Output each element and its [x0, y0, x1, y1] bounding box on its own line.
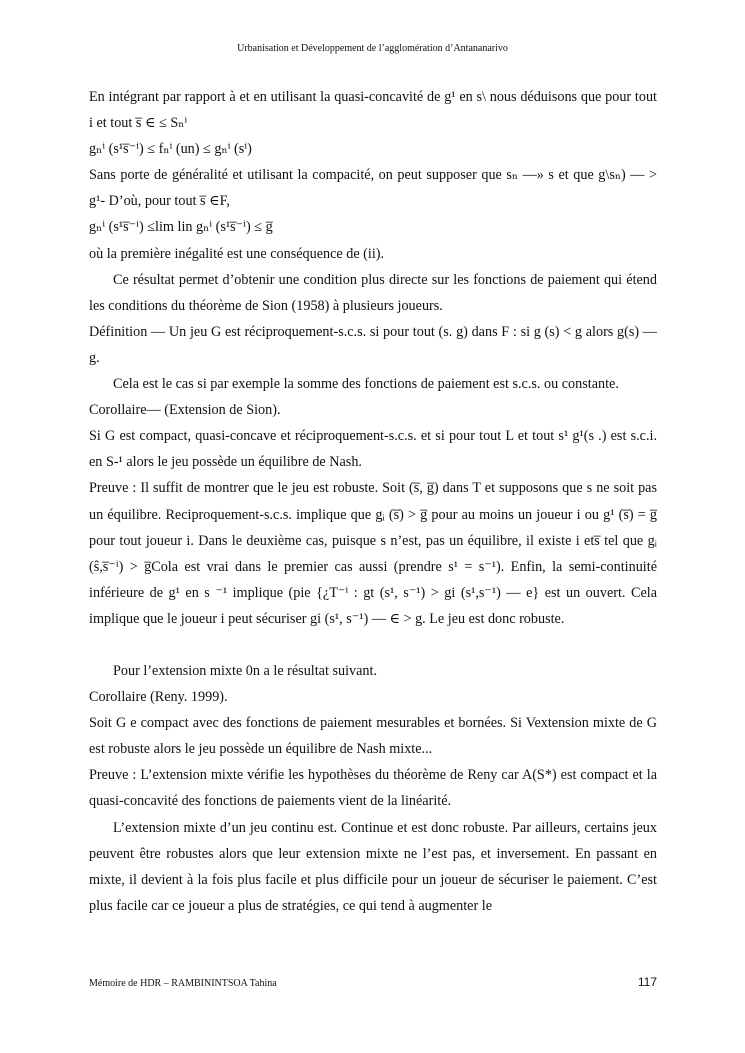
formula-line: gₙⁱ (s¹s̅⁻ⁱ) ≤ fₙⁱ (un) ≤ gₙⁱ (sⁱ) [89, 141, 252, 158]
paragraph: Soit G e compact avec des fonctions de paiement mesurables et bornées. Si Vextension mixte de G est robuste alors le jeu possède un équilibre de Nash mixte... [89, 715, 657, 758]
paragraph: Si G est compact, quasi-concave et réciproquement-s.c.s. et si pour tout L et tout s¹ g¹(s .) est s.c.i. en S-¹ alors le jeu possède un équilibre de Nash. [89, 428, 657, 471]
paragraph: Sans porte de généralité et utilisant la compacité, on peut supposer que sₙ —» s et que g\sₙ) — > g¹- D’où, pour tout s̅ ∈F, [89, 167, 657, 210]
spacer [89, 632, 657, 658]
proof-paragraph: Preuve : L’extension mixte vérifie les hypothèses du théorème de Reny car A(S*) est compact et la quasi-concavité des fonctions de paiements vient de la linéarité. [89, 767, 657, 810]
formula-line: gₙⁱ (s¹s̅⁻ⁱ) ≤lim lin gₙⁱ (s¹s̅⁻ⁱ) ≤ g̅ [89, 219, 273, 236]
footer-author: Mémoire de HDR – RAMBININTSOA Tahina [89, 978, 277, 989]
running-header: Urbanisation et Développement de l’agglomération d’Antananarivo [237, 43, 508, 54]
definition-paragraph: Définition — Un jeu G est réciproquement-s.c.s. si pour tout (s. g) dans F : si g (s) < g alors g(s) — g. [89, 323, 657, 366]
corollary-heading: Corollaire— (Extension de Sion). [89, 402, 281, 419]
body-text [89, 84, 657, 919]
corollary-heading: Corollaire (Reny. 1999). [89, 689, 228, 706]
proof-paragraph: Preuve : Il suffit de montrer que le jeu est robuste. Soit (s̅, g̅) dans T et supposons que s ne soit pas un équilibre. Reciproquement-s.c.s. implique que gᵢ (s̅) > g̅ pour au moins un joueur i ou g¹ (s̅) = g̅ pour tout joueur i. Dans le deuxième cas, puisque s n’est, pas un équilibre, il existe i ets̅ tel que gᵢ (ŝ,s̅⁻ⁱ) > g̅Cola est vrai dans le premier cas aussi (prendre s¹ = s⁻¹). Enfin, la semi-continuité inférieure de g¹ en s ⁻¹ implique (pie {¿T⁻ⁱ : gt (s¹, s⁻¹) > gi (s¹,s⁻¹) — e} est un ouvert. Cela implique que le joueur i peut sécuriser gi (s¹, s⁻¹) — ∈ > g. Le jeu est donc robuste. [89, 480, 657, 627]
paragraph: Cela est le cas si par exemple la somme des fonctions de paiement est s.c.s. ou constante. [113, 376, 619, 393]
paragraph: où la première inégalité est une conséquence de (ii). [89, 245, 385, 262]
paragraph: L’extension mixte d’un jeu continu est. Continue et est donc robuste. Par ailleurs, certains jeux peuvent être robustes alors que leur extension mixte ne l’est pas, et inversement. En passant en mixte, il devient à la fois plus facile et plus difficile pour un joueur de sécuriser le paiement. C’est plus facile car ce joueur a plus de stratégies, ce qui tend à augmenter le [89, 819, 657, 914]
paragraph: Pour l’extension mixte 0n a le résultat suivant. [113, 662, 377, 679]
page-number: 117 [637, 975, 657, 989]
paragraph: En intégrant par rapport à et en utilisant la quasi-concavité de g¹ en s\ nous déduisons que pour tout i et tout s̅ ∈ ≤ Sₙⁱ [89, 89, 657, 132]
paragraph: Ce résultat permet d’obtenir une condition plus directe sur les fonctions de paiement qui étend les conditions du théorème de Sion (1958) à plusieurs joueurs. [89, 271, 657, 314]
